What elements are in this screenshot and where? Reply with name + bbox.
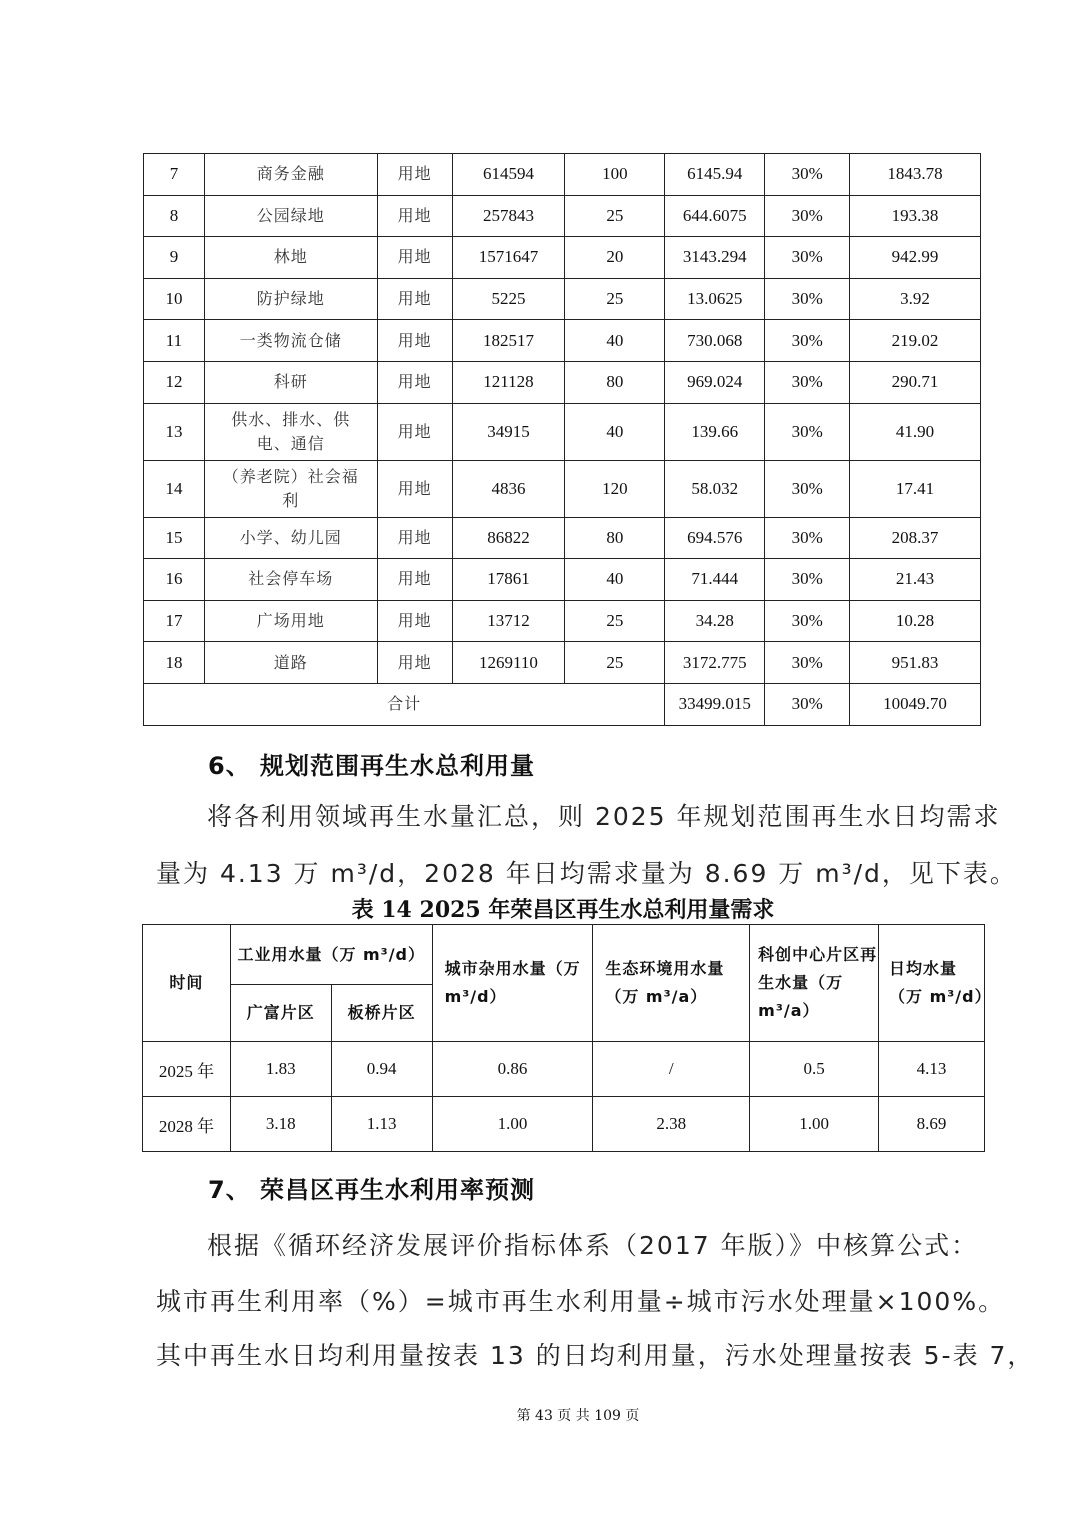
cell-no: 12 <box>144 361 205 403</box>
cell-name: 公园绿地 <box>204 195 377 237</box>
cell-name: 社会停车场 <box>204 559 377 601</box>
cell-reuse: 193.38 <box>850 195 981 237</box>
table-row <box>143 1097 985 1152</box>
cell-rate: 30% <box>765 278 850 320</box>
total-row <box>144 683 981 725</box>
cell-area: 5225 <box>452 278 565 320</box>
cell-reuse: 10.28 <box>850 600 981 642</box>
cell-demand: 58.032 <box>665 460 765 517</box>
cell-quota: 40 <box>565 403 665 460</box>
cell-reuse: 1843.78 <box>850 154 981 196</box>
cell-area: 4836 <box>452 460 565 517</box>
section-6-paragraph-line1: 将各利用领域再生水量汇总，则 2025 年规划范围再生水日均需求 <box>207 802 1001 831</box>
cell-demand: 6145.94 <box>665 154 765 196</box>
cell-urban: 1.00 <box>432 1097 593 1152</box>
cell-demand: 13.0625 <box>665 278 765 320</box>
cell-quota: 25 <box>565 642 665 684</box>
cell-demand: 3143.294 <box>665 237 765 279</box>
cell-kechuang: 0.5 <box>750 1042 879 1097</box>
cell-demand: 730.068 <box>665 320 765 362</box>
table-row <box>144 361 981 403</box>
cell-eco: 2.38 <box>593 1097 750 1152</box>
table-row <box>144 600 981 642</box>
header-daily: 日均水量（万 m³/d） <box>879 925 985 1042</box>
cell-name: 科研 <box>204 361 377 403</box>
cell-reuse: 290.71 <box>850 361 981 403</box>
cell-type: 用地 <box>377 361 452 403</box>
cell-type: 用地 <box>377 278 452 320</box>
cell-no: 17 <box>144 600 205 642</box>
reclaimed-water-demand-table <box>142 924 992 1152</box>
header-banqiao: 板桥片区 <box>331 985 432 1042</box>
cell-area: 17861 <box>452 559 565 601</box>
cell-rate: 30% <box>765 517 850 559</box>
cell-kechuang: 1.00 <box>750 1097 879 1152</box>
cell-reuse: 208.37 <box>850 517 981 559</box>
table-row <box>144 403 981 460</box>
cell-quota: 40 <box>565 559 665 601</box>
cell-name: 防护绿地 <box>204 278 377 320</box>
cell-reuse: 17.41 <box>850 460 981 517</box>
cell-quota: 25 <box>565 195 665 237</box>
cell-guangfu: 3.18 <box>230 1097 331 1152</box>
cell-daily: 4.13 <box>879 1042 985 1097</box>
cell-area: 34915 <box>452 403 565 460</box>
cell-demand: 969.024 <box>665 361 765 403</box>
total-label: 合计 <box>144 683 665 725</box>
cell-no: 16 <box>144 559 205 601</box>
cell-name: 道路 <box>204 642 377 684</box>
cell-demand: 71.444 <box>665 559 765 601</box>
cell-name: 商务金融 <box>204 154 377 196</box>
cell-name: （养老院）社会福利 <box>204 460 377 517</box>
cell-type: 用地 <box>377 154 452 196</box>
cell-area: 614594 <box>452 154 565 196</box>
section-7-line1: 根据《循环经济发展评价指标体系（2017 年版）》中核算公式： <box>207 1231 979 1260</box>
header-industrial: 工业用水量（万 m³/d） <box>230 925 432 985</box>
cell-no: 13 <box>144 403 205 460</box>
cell-demand: 139.66 <box>665 403 765 460</box>
cell-name: 广场用地 <box>204 600 377 642</box>
total-reuse: 10049.70 <box>850 683 981 725</box>
cell-no: 11 <box>144 320 205 362</box>
table-row <box>144 517 981 559</box>
cell-banqiao: 1.13 <box>331 1097 432 1152</box>
cell-banqiao: 0.94 <box>331 1042 432 1097</box>
cell-area: 257843 <box>452 195 565 237</box>
cell-quota: 80 <box>565 517 665 559</box>
cell-area: 86822 <box>452 517 565 559</box>
cell-reuse: 21.43 <box>850 559 981 601</box>
cell-demand: 3172.775 <box>665 642 765 684</box>
cell-guangfu: 1.83 <box>230 1042 331 1097</box>
table-row <box>144 278 981 320</box>
cell-time: 2028 年 <box>143 1097 231 1152</box>
cell-no: 15 <box>144 517 205 559</box>
cell-reuse: 951.83 <box>850 642 981 684</box>
cell-rate: 30% <box>765 642 850 684</box>
cell-quota: 25 <box>565 278 665 320</box>
cell-type: 用地 <box>377 320 452 362</box>
cell-no: 9 <box>144 237 205 279</box>
table-row <box>144 642 981 684</box>
cell-reuse: 3.92 <box>850 278 981 320</box>
cell-type: 用地 <box>377 237 452 279</box>
cell-quota: 25 <box>565 600 665 642</box>
cell-reuse: 41.90 <box>850 403 981 460</box>
cell-rate: 30% <box>765 361 850 403</box>
section-7-line3: 其中再生水日均利用量按表 13 的日均利用量，污水处理量按表 5-表 7， <box>156 1341 1035 1370</box>
header-eco: 生态环境用水量（万 m³/a） <box>593 925 750 1042</box>
cell-no: 18 <box>144 642 205 684</box>
cell-name: 小学、幼儿园 <box>204 517 377 559</box>
total-demand: 33499.015 <box>665 683 765 725</box>
cell-quota: 40 <box>565 320 665 362</box>
cell-name: 一类物流仓储 <box>204 320 377 362</box>
table-row <box>144 154 981 196</box>
section-6-heading: 6、 规划范围再生水总利用量 <box>208 752 536 780</box>
cell-area: 1269110 <box>452 642 565 684</box>
cell-urban: 0.86 <box>432 1042 593 1097</box>
cell-rate: 30% <box>765 460 850 517</box>
header-time: 时间 <box>143 925 231 1042</box>
cell-type: 用地 <box>377 642 452 684</box>
cell-name: 林地 <box>204 237 377 279</box>
land-use-water-table <box>143 153 981 726</box>
cell-quota: 100 <box>565 154 665 196</box>
cell-time: 2025 年 <box>143 1042 231 1097</box>
cell-type: 用地 <box>377 517 452 559</box>
page-footer: 第 43 页 共 109 页 <box>516 1408 640 1424</box>
section-7-heading: 7、 荣昌区再生水利用率预测 <box>208 1176 536 1204</box>
cell-no: 10 <box>144 278 205 320</box>
cell-no: 14 <box>144 460 205 517</box>
header-kechuang: 科创中心片区再生水量（万 m³/a） <box>750 925 879 1042</box>
cell-area: 182517 <box>452 320 565 362</box>
cell-rate: 30% <box>765 600 850 642</box>
table-row <box>144 460 981 517</box>
cell-quota: 120 <box>565 460 665 517</box>
header-guangfu: 广富片区 <box>230 985 331 1042</box>
cell-no: 7 <box>144 154 205 196</box>
cell-quota: 20 <box>565 237 665 279</box>
cell-area: 13712 <box>452 600 565 642</box>
table-row <box>144 320 981 362</box>
cell-type: 用地 <box>377 403 452 460</box>
cell-demand: 694.576 <box>665 517 765 559</box>
table-row <box>144 559 981 601</box>
cell-eco: / <box>593 1042 750 1097</box>
cell-reuse: 219.02 <box>850 320 981 362</box>
table-14-caption: 表 14 2025 年荣昌区再生水总利用量需求 <box>351 897 775 923</box>
cell-type: 用地 <box>377 559 452 601</box>
total-rate: 30% <box>765 683 850 725</box>
cell-demand: 34.28 <box>665 600 765 642</box>
cell-type: 用地 <box>377 195 452 237</box>
table-row <box>144 237 981 279</box>
cell-rate: 30% <box>765 237 850 279</box>
section-7-line2: 城市再生利用率（%）=城市再生水利用量÷城市污水处理量×100%。 <box>156 1287 1006 1316</box>
cell-reuse: 942.99 <box>850 237 981 279</box>
cell-type: 用地 <box>377 600 452 642</box>
cell-rate: 30% <box>765 195 850 237</box>
header-urban: 城市杂用水量（万 m³/d） <box>432 925 593 1042</box>
cell-rate: 30% <box>765 403 850 460</box>
section-6-paragraph-line2: 量为 4.13 万 m³/d，2028 年日均需求量为 8.69 万 m³/d，见下表。 <box>156 859 1017 888</box>
cell-name: 供水、排水、供电、通信 <box>204 403 377 460</box>
cell-daily: 8.69 <box>879 1097 985 1152</box>
table-row <box>144 195 981 237</box>
cell-quota: 80 <box>565 361 665 403</box>
cell-area: 1571647 <box>452 237 565 279</box>
cell-demand: 644.6075 <box>665 195 765 237</box>
cell-rate: 30% <box>765 320 850 362</box>
cell-area: 121128 <box>452 361 565 403</box>
cell-type: 用地 <box>377 460 452 517</box>
table-row <box>143 1042 985 1097</box>
cell-rate: 30% <box>765 559 850 601</box>
cell-no: 8 <box>144 195 205 237</box>
cell-rate: 30% <box>765 154 850 196</box>
